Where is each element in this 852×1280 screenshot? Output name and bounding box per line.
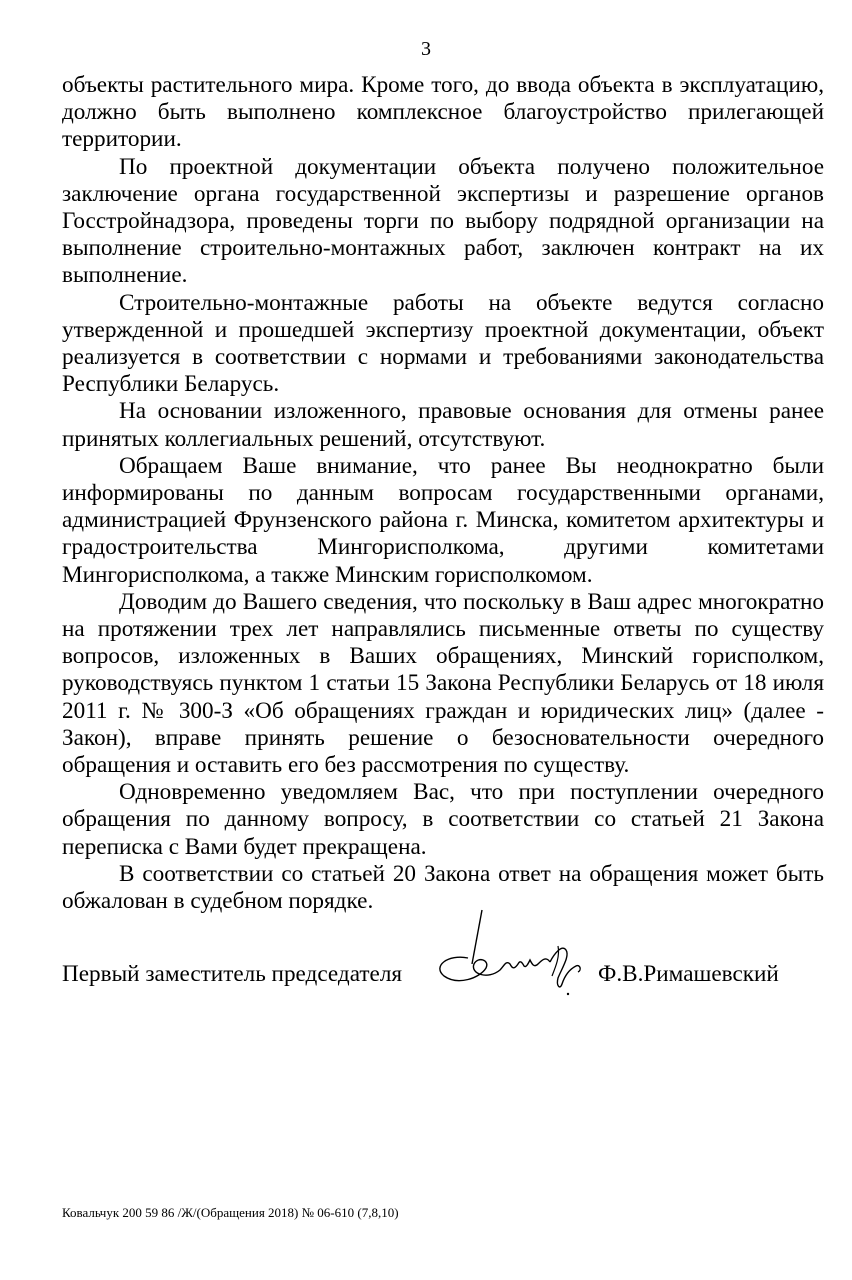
footer-reference: Ковальчук 200 59 86 /Ж/(Обращения 2018) № 06-610 (7,8,10)	[62, 1205, 399, 1220]
paragraph-appeal: В соответствии со статьей 20 Закона ответ на обращения может быть обжалован в судебном порядке.	[62, 860, 824, 915]
paragraph-legal-grounds: На основании изложенного, правовые основания для отмены ранее принятых коллегиальных решений, отсутствуют.	[62, 398, 824, 452]
paragraph-continuation: объекты растительного мира. Кроме того, до ввода объекта в эксплуатацию, должно быть выполнено комплексное благоустройство прилегающей территории.	[62, 72, 824, 153]
signature-block	[62, 961, 824, 1001]
paragraph-attention: Обращаем Ваше внимание, что ранее Вы неоднократно были информированы по данным вопросам государственными органами, администрацией Фрунзенского района г. Минска, комитетом архитектуры и градостроительства Мингорисполкома, другими комитетами Мингорисполкома, а также Минским горисполкомом.	[62, 452, 824, 588]
page-number: 3	[421, 38, 431, 60]
paragraph-notice: Доводим до Вашего сведения, что поскольку в Ваш адрес многократно на протяжении трех лет направлялись письменные ответы по существу вопросов, изложенных в Ваших обращениях, Минский горисполком, руководствуясь пунктом 1 статьи 15 Закона Республики Беларусь от 18 июля 2011 г. № 300-З «Об обращениях граждан и юридических лиц» (далее - Закон), вправе принять решение о безосновательности очередного обращения и оставить его без рассмотрения по существу.	[62, 588, 824, 779]
paragraph-construction: Строительно-монтажные работы на объекте ведутся согласно утвержденной и прошедшей экспертизу проектной документации, объект реализуется в соответствии с нормами и требованиями законодательства Республики Беларусь.	[62, 289, 824, 398]
letter-body	[62, 72, 824, 915]
handwritten-signature	[428, 906, 588, 996]
signatory-name: Ф.В.Римашевский	[598, 961, 779, 987]
paragraph-termination: Одновременно уведомляем Вас, что при поступлении очередного обращения по данному вопросу, в соответствии со статьей 21 Закона переписка с Вами будет прекращена.	[62, 779, 824, 860]
paragraph-expertise: По проектной документации объекта получено положительное заключение органа государственной экспертизы и разрешение органов Госстройнадзора, проведены торги по выбору подрядной организации на выполнение строительно-монтажных работ, заключен контракт на их выполнение.	[62, 153, 824, 289]
signatory-title: Первый заместитель председателя	[62, 961, 403, 987]
